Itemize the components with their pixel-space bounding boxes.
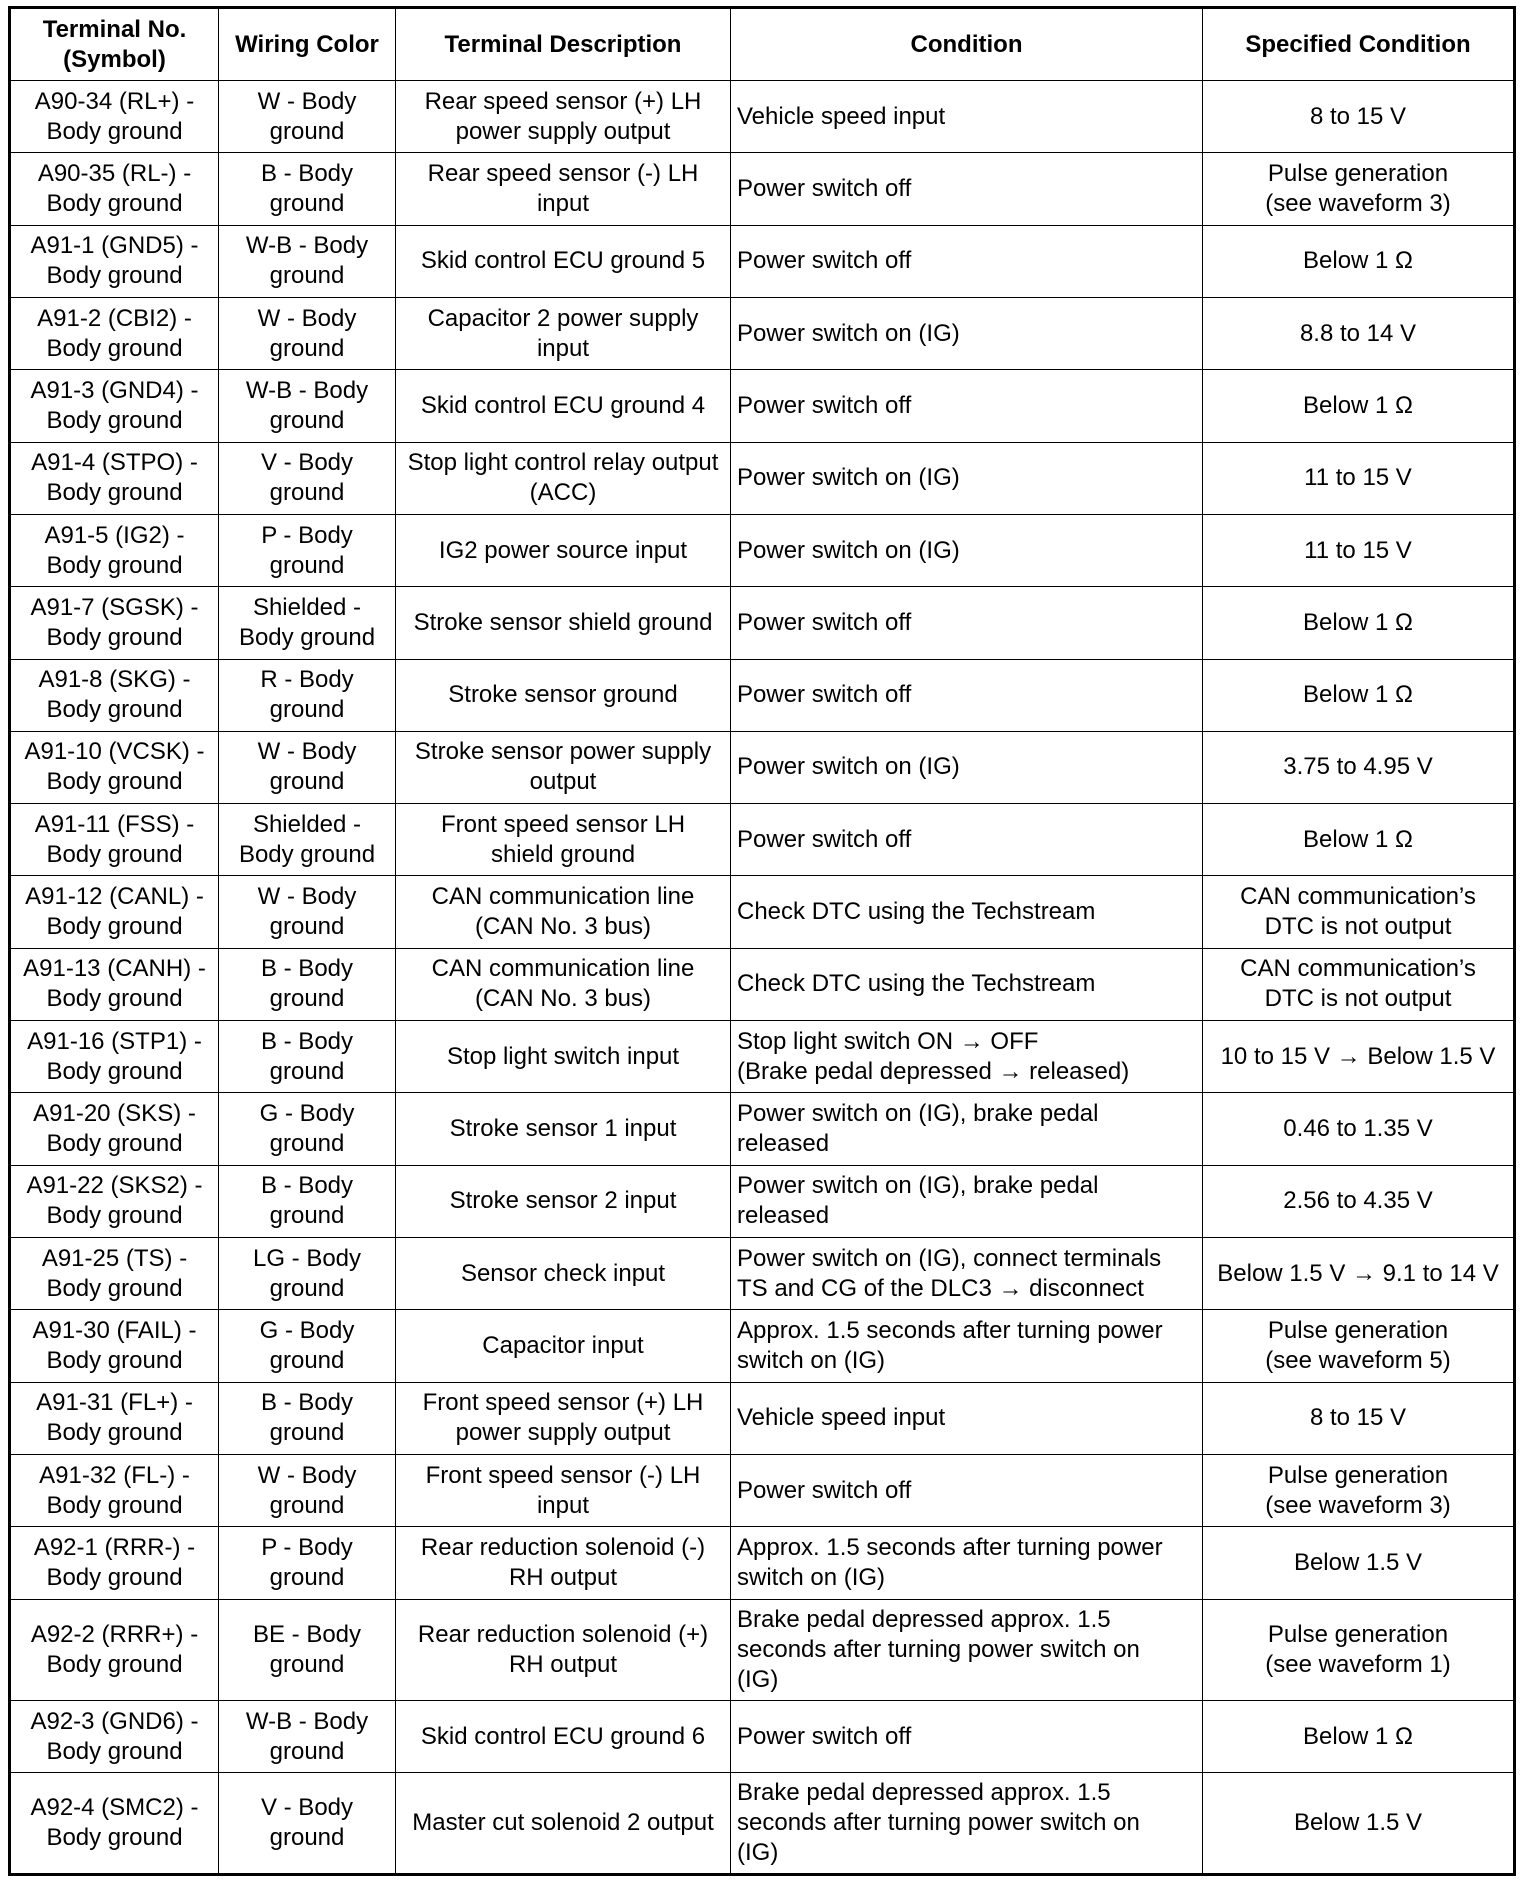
condition-cell: Power switch off: [731, 1701, 1203, 1773]
condition-cell: Power switch on (IG): [731, 514, 1203, 586]
condition-cell: Power switch on (IG): [731, 731, 1203, 803]
wiring-color-cell: W - Body ground: [219, 731, 396, 803]
terminal-description-cell: Stroke sensor ground: [396, 659, 731, 731]
table-row: [10, 1165, 1515, 1237]
condition-cell: Power switch off: [731, 153, 1203, 225]
specified-condition-cell: Below 1 Ω: [1203, 804, 1515, 876]
terminal-cell: A91-13 (CANH) - Body ground: [10, 948, 219, 1020]
condition-cell: Vehicle speed input: [731, 81, 1203, 153]
table-row: [10, 1454, 1515, 1526]
specified-condition-cell: Below 1.5 V → 9.1 to 14 V: [1203, 1238, 1515, 1310]
table-row: [10, 876, 1515, 948]
terminal-cell: A91-10 (VCSK) - Body ground: [10, 731, 219, 803]
condition-cell: Power switch on (IG): [731, 297, 1203, 369]
condition-cell: Check DTC using the Techstream: [731, 876, 1203, 948]
condition-cell: Approx. 1.5 seconds after turning power switch on (IG): [731, 1310, 1203, 1382]
terminal-description-cell: Rear reduction solenoid (-) RH output: [396, 1527, 731, 1599]
terminal-cell: A91-7 (SGSK) - Body ground: [10, 587, 219, 659]
wiring-color-cell: P - Body ground: [219, 1527, 396, 1599]
condition-cell: Power switch off: [731, 370, 1203, 442]
table-header-row: [10, 8, 1515, 81]
specified-condition-cell: 11 to 15 V: [1203, 514, 1515, 586]
table-row: [10, 731, 1515, 803]
wiring-color-cell: W-B - Body ground: [219, 370, 396, 442]
terminal-description-cell: CAN communication line (CAN No. 3 bus): [396, 876, 731, 948]
wiring-color-cell: B - Body ground: [219, 948, 396, 1020]
specified-condition-cell: Below 1.5 V: [1203, 1527, 1515, 1599]
specified-condition-cell: 11 to 15 V: [1203, 442, 1515, 514]
terminal-description-cell: Stop light switch input: [396, 1021, 731, 1093]
table-row: [10, 1093, 1515, 1165]
wiring-color-cell: W-B - Body ground: [219, 1701, 396, 1773]
condition-cell: Power switch on (IG): [731, 442, 1203, 514]
table-row: [10, 948, 1515, 1020]
wiring-color-cell: V - Body ground: [219, 1773, 396, 1875]
table-row: [10, 659, 1515, 731]
specified-condition-cell: Pulse generation (see waveform 1): [1203, 1599, 1515, 1700]
wiring-color-cell: G - Body ground: [219, 1310, 396, 1382]
wiring-color-cell: Shielded - Body ground: [219, 587, 396, 659]
terminal-description-cell: Front speed sensor (-) LH input: [396, 1454, 731, 1526]
specified-condition-cell: Below 1 Ω: [1203, 659, 1515, 731]
specified-condition-cell: 8 to 15 V: [1203, 81, 1515, 153]
specified-condition-cell: Below 1 Ω: [1203, 1701, 1515, 1773]
terminal-cell: A91-25 (TS) - Body ground: [10, 1238, 219, 1310]
table-row: [10, 81, 1515, 153]
condition-cell: Approx. 1.5 seconds after turning power switch on (IG): [731, 1527, 1203, 1599]
specified-condition-cell: Pulse generation (see waveform 5): [1203, 1310, 1515, 1382]
table-row: [10, 1021, 1515, 1093]
specified-condition-cell: 2.56 to 4.35 V: [1203, 1165, 1515, 1237]
specified-condition-cell: 0.46 to 1.35 V: [1203, 1093, 1515, 1165]
specified-condition-cell: CAN communication’s DTC is not output: [1203, 876, 1515, 948]
specified-condition-cell: 10 to 15 V → Below 1.5 V: [1203, 1021, 1515, 1093]
terminal-description-cell: Capacitor input: [396, 1310, 731, 1382]
condition-cell: Power switch off: [731, 804, 1203, 876]
terminal-cell: A91-32 (FL-) - Body ground: [10, 1454, 219, 1526]
wiring-color-cell: LG - Body ground: [219, 1238, 396, 1310]
wiring-color-cell: B - Body ground: [219, 1165, 396, 1237]
specified-condition-cell: 8.8 to 14 V: [1203, 297, 1515, 369]
condition-cell: Power switch on (IG), brake pedal released: [731, 1093, 1203, 1165]
wiring-color-cell: B - Body ground: [219, 1382, 396, 1454]
terminal-description-cell: Skid control ECU ground 6: [396, 1701, 731, 1773]
specified-condition-cell: 8 to 15 V: [1203, 1382, 1515, 1454]
terminal-description-cell: Skid control ECU ground 5: [396, 225, 731, 297]
condition-cell: Check DTC using the Techstream: [731, 948, 1203, 1020]
specified-condition-cell: Below 1 Ω: [1203, 587, 1515, 659]
terminal-description-cell: Stroke sensor 2 input: [396, 1165, 731, 1237]
header-terminal-no: Terminal No. (Symbol): [10, 8, 219, 81]
table-row: [10, 442, 1515, 514]
terminal-cell: A91-1 (GND5) - Body ground: [10, 225, 219, 297]
condition-cell: Brake pedal depressed approx. 1.5 seconds after turning power switch on (IG): [731, 1599, 1203, 1700]
header-wiring-color: Wiring Color: [219, 8, 396, 81]
terminal-cell: A90-35 (RL-) - Body ground: [10, 153, 219, 225]
terminal-cell: A91-11 (FSS) - Body ground: [10, 804, 219, 876]
wiring-color-cell: P - Body ground: [219, 514, 396, 586]
table-row: [10, 1310, 1515, 1382]
specified-condition-cell: Below 1 Ω: [1203, 370, 1515, 442]
wiring-color-cell: V - Body ground: [219, 442, 396, 514]
terminal-description-cell: Capacitor 2 power supply input: [396, 297, 731, 369]
table-row: [10, 153, 1515, 225]
terminal-cell: A91-22 (SKS2) - Body ground: [10, 1165, 219, 1237]
table-row: [10, 804, 1515, 876]
wiring-color-cell: W - Body ground: [219, 297, 396, 369]
terminal-cell: A91-16 (STP1) - Body ground: [10, 1021, 219, 1093]
terminal-description-cell: Rear speed sensor (-) LH input: [396, 153, 731, 225]
terminal-cell: A91-8 (SKG) - Body ground: [10, 659, 219, 731]
terminal-description-cell: Rear speed sensor (+) LH power supply output: [396, 81, 731, 153]
wiring-color-cell: BE - Body ground: [219, 1599, 396, 1700]
terminal-description-cell: CAN communication line (CAN No. 3 bus): [396, 948, 731, 1020]
specified-condition-cell: Pulse generation (see waveform 3): [1203, 153, 1515, 225]
header-terminal-description: Terminal Description: [396, 8, 731, 81]
condition-cell: Power switch off: [731, 225, 1203, 297]
terminal-cell: A91-2 (CBI2) - Body ground: [10, 297, 219, 369]
table-row: [10, 1599, 1515, 1700]
specified-condition-cell: CAN communication’s DTC is not output: [1203, 948, 1515, 1020]
terminal-cell: A91-30 (FAIL) - Body ground: [10, 1310, 219, 1382]
wiring-color-cell: Shielded - Body ground: [219, 804, 396, 876]
condition-cell: Power switch on (IG), connect terminals TS and CG of the DLC3 → disconnect: [731, 1238, 1203, 1310]
header-condition: Condition: [731, 8, 1203, 81]
table-row: [10, 1527, 1515, 1599]
table-row: [10, 1382, 1515, 1454]
terminal-description-cell: Sensor check input: [396, 1238, 731, 1310]
wiring-color-cell: W - Body ground: [219, 81, 396, 153]
table-row: [10, 587, 1515, 659]
terminal-description-cell: IG2 power source input: [396, 514, 731, 586]
table-row: [10, 1238, 1515, 1310]
terminal-description-cell: Stop light control relay output (ACC): [396, 442, 731, 514]
terminal-cell: A92-2 (RRR+) - Body ground: [10, 1599, 219, 1700]
terminal-description-cell: Front speed sensor (+) LH power supply output: [396, 1382, 731, 1454]
condition-cell: Power switch off: [731, 659, 1203, 731]
table-row: [10, 1773, 1515, 1875]
terminal-cell: A92-1 (RRR-) - Body ground: [10, 1527, 219, 1599]
wiring-color-cell: B - Body ground: [219, 153, 396, 225]
terminal-cell: A92-3 (GND6) - Body ground: [10, 1701, 219, 1773]
terminal-description-cell: Skid control ECU ground 4: [396, 370, 731, 442]
terminal-cell: A91-31 (FL+) - Body ground: [10, 1382, 219, 1454]
terminal-description-cell: Front speed sensor LH shield ground: [396, 804, 731, 876]
table-row: [10, 225, 1515, 297]
wiring-color-cell: W - Body ground: [219, 1454, 396, 1526]
terminal-cell: A91-12 (CANL) - Body ground: [10, 876, 219, 948]
specified-condition-cell: Pulse generation (see waveform 3): [1203, 1454, 1515, 1526]
specified-condition-cell: 3.75 to 4.95 V: [1203, 731, 1515, 803]
condition-cell: Stop light switch ON → OFF (Brake pedal depressed → released): [731, 1021, 1203, 1093]
wiring-color-cell: W-B - Body ground: [219, 225, 396, 297]
condition-cell: Power switch off: [731, 587, 1203, 659]
condition-cell: Vehicle speed input: [731, 1382, 1203, 1454]
terminal-description-cell: Stroke sensor power supply output: [396, 731, 731, 803]
specified-condition-cell: Below 1 Ω: [1203, 225, 1515, 297]
terminal-spec-table: [8, 6, 1516, 1876]
terminal-cell: A91-5 (IG2) - Body ground: [10, 514, 219, 586]
wiring-color-cell: B - Body ground: [219, 1021, 396, 1093]
terminal-cell: A92-4 (SMC2) - Body ground: [10, 1773, 219, 1875]
terminal-cell: A91-20 (SKS) - Body ground: [10, 1093, 219, 1165]
terminal-description-cell: Rear reduction solenoid (+) RH output: [396, 1599, 731, 1700]
terminal-description-cell: Master cut solenoid 2 output: [396, 1773, 731, 1875]
table-row: [10, 297, 1515, 369]
terminal-description-cell: Stroke sensor shield ground: [396, 587, 731, 659]
specified-condition-cell: Below 1.5 V: [1203, 1773, 1515, 1875]
header-specified-condition: Specified Condition: [1203, 8, 1515, 81]
wiring-color-cell: W - Body ground: [219, 876, 396, 948]
terminal-cell: A91-4 (STPO) - Body ground: [10, 442, 219, 514]
condition-cell: Power switch off: [731, 1454, 1203, 1526]
terminal-cell: A91-3 (GND4) - Body ground: [10, 370, 219, 442]
terminal-cell: A90-34 (RL+) - Body ground: [10, 81, 219, 153]
table-row: [10, 514, 1515, 586]
condition-cell: Brake pedal depressed approx. 1.5 seconds after turning power switch on (IG): [731, 1773, 1203, 1875]
terminal-description-cell: Stroke sensor 1 input: [396, 1093, 731, 1165]
wiring-color-cell: R - Body ground: [219, 659, 396, 731]
table-row: [10, 1701, 1515, 1773]
condition-cell: Power switch on (IG), brake pedal released: [731, 1165, 1203, 1237]
table-row: [10, 370, 1515, 442]
wiring-color-cell: G - Body ground: [219, 1093, 396, 1165]
